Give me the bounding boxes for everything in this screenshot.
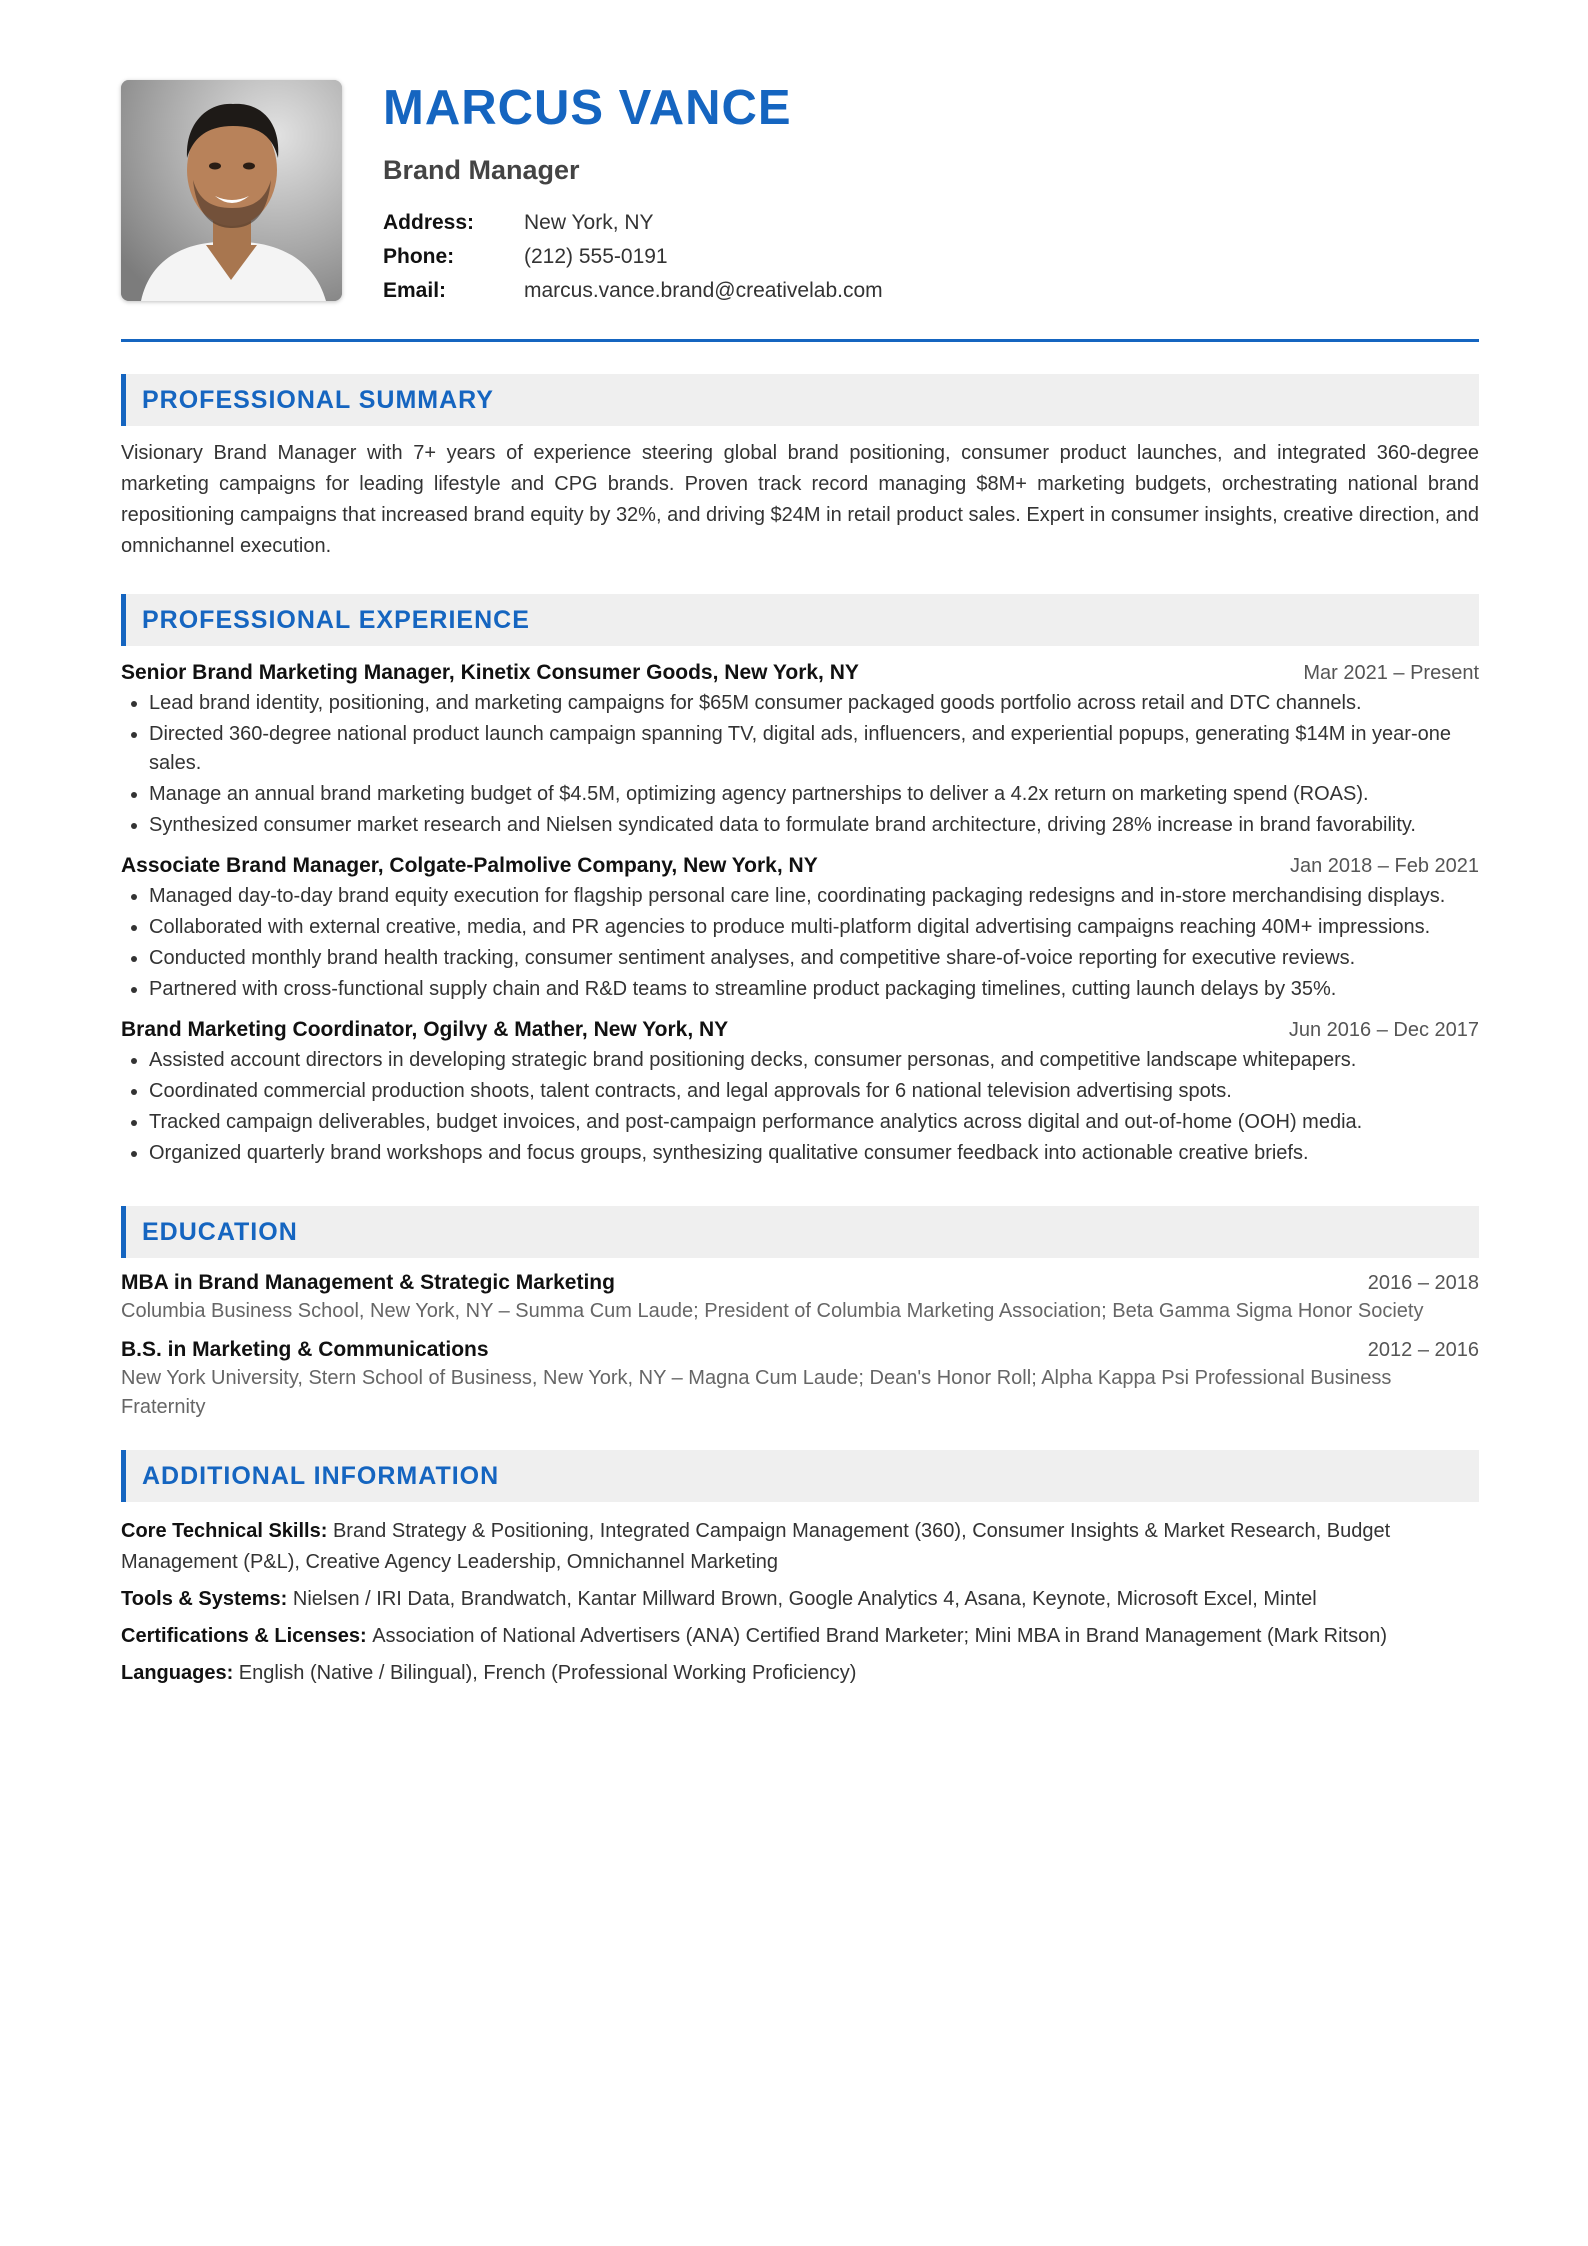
profile-photo-illustration xyxy=(121,80,342,301)
additional-row xyxy=(121,1621,1479,1652)
contact-phone xyxy=(383,240,883,274)
job-entry xyxy=(121,1018,1479,1168)
job-bullets xyxy=(121,1046,1479,1168)
job-dates: Jun 2016 – Dec 2017 xyxy=(1288,1019,1479,1042)
contact-value: marcus.vance.brand@creativelab.com xyxy=(524,279,883,303)
additional-row xyxy=(121,1584,1479,1615)
experience-section xyxy=(121,594,1479,1168)
section-heading xyxy=(121,374,1479,426)
contact-value: (212) 555-0191 xyxy=(524,245,668,269)
job-header xyxy=(121,661,1479,685)
resume-header xyxy=(121,80,1479,308)
additional-label: Languages: xyxy=(121,1662,239,1685)
job-bullet: Synthesized consumer market research and Nielsen syndicated data to formulate brand architecture, driving 28% increase in brand favorability. xyxy=(121,811,1479,840)
job-bullet: Partnered with cross-functional supply chain and R&D teams to streamline product packaging timelines, cutting launch delays by 35%. xyxy=(121,975,1479,1004)
education-section xyxy=(121,1206,1479,1422)
additional-section xyxy=(121,1450,1479,1689)
additional-value: Nielsen / IRI Data, Brandwatch, Kantar Millward Brown, Google Analytics 4, Asana, Keynote, Microsoft Excel, Mintel xyxy=(292,1588,1317,1611)
additional-label: Certifications & Licenses: xyxy=(121,1625,373,1648)
summary-section xyxy=(121,374,1479,562)
job-list xyxy=(121,661,1479,1168)
job-header xyxy=(121,854,1479,878)
education-dates: 2012 – 2016 xyxy=(1367,1339,1479,1362)
header-divider xyxy=(121,339,1479,342)
additional-label: Tools & Systems: xyxy=(121,1588,293,1611)
contact-label: Email: xyxy=(383,279,447,303)
additional-row xyxy=(121,1516,1479,1578)
education-detail: Columbia Business School, New York, NY – Summa Cum Laude; President of Columbia Marketing Association; Beta Gamma Sigma Honor Society xyxy=(121,1300,1424,1323)
education-header xyxy=(121,1271,1479,1295)
contact-value: New York, NY xyxy=(524,211,654,235)
job-bullet: Conducted monthly brand health tracking, consumer sentiment analyses, and competitive share-of-voice reporting for executive reviews. xyxy=(121,944,1479,973)
additional-value: Association of National Advertisers (ANA) Certified Brand Marketer; Mini MBA in Brand Management (Mark Ritson) xyxy=(372,1625,1388,1648)
section-title: PROFESSIONAL SUMMARY xyxy=(142,385,494,414)
section-heading xyxy=(121,1450,1479,1502)
contact-email xyxy=(383,274,883,308)
job-header xyxy=(121,1018,1479,1042)
job-entry xyxy=(121,854,1479,1004)
job-bullet: Coordinated commercial production shoots, talent contracts, and legal approvals for 6 national television advertising spots. xyxy=(121,1077,1479,1106)
job-bullet: Organized quarterly brand workshops and focus groups, synthesizing qualitative consumer feedback into actionable creative briefs. xyxy=(121,1139,1479,1168)
job-role: Brand Marketing Coordinator, Ogilvy & Mather, New York, NY xyxy=(121,1018,729,1042)
education-entry xyxy=(121,1271,1479,1326)
education-dates: 2016 – 2018 xyxy=(1367,1272,1479,1295)
contact-label: Address: xyxy=(383,211,475,235)
job-bullet: Tracked campaign deliverables, budget invoices, and post-campaign performance analytics across digital and out-of-home (OOH) media. xyxy=(121,1108,1479,1137)
job-bullets xyxy=(121,882,1479,1004)
job-role: Associate Brand Manager, Colgate-Palmolive Company, New York, NY xyxy=(121,854,818,878)
job-dates: Jan 2018 – Feb 2021 xyxy=(1289,855,1479,878)
profile-photo xyxy=(121,80,342,301)
job-bullet: Directed 360-degree national product launch campaign spanning TV, digital ads, influencers, and experiential popups, generating $14M in year-one sales. xyxy=(121,720,1479,778)
additional-value: Brand Strategy & Positioning, Integrated Campaign Management (360), Consumer Insights & Market Research, Budget Management (P&L), Creative Agency Leadership, Omnichannel Marketing xyxy=(121,1520,1391,1574)
additional-label: Core Technical Skills: xyxy=(121,1520,333,1543)
job-bullets xyxy=(121,689,1479,840)
section-heading xyxy=(121,1206,1479,1258)
education-degree: B.S. in Marketing & Communications xyxy=(121,1338,489,1362)
additional-row xyxy=(121,1658,1479,1689)
education-header xyxy=(121,1338,1479,1362)
contact-label: Phone: xyxy=(383,245,455,269)
job-dates: Mar 2021 – Present xyxy=(1303,662,1479,685)
education-entry xyxy=(121,1338,1479,1422)
job-bullet: Lead brand identity, positioning, and marketing campaigns for $65M consumer packaged goods portfolio across retail and DTC channels. xyxy=(121,689,1479,718)
section-title: EDUCATION xyxy=(142,1217,298,1246)
job-bullet: Manage an annual brand marketing budget of $4.5M, optimizing agency partnerships to deliver a 4.2x return on marketing spend (ROAS). xyxy=(121,780,1479,809)
candidate-title: Brand Manager xyxy=(383,154,580,185)
additional-list xyxy=(121,1516,1479,1689)
contact-address xyxy=(383,206,883,240)
additional-value: English (Native / Bilingual), French (Professional Working Proficiency) xyxy=(238,1662,857,1685)
section-title: ADDITIONAL INFORMATION xyxy=(142,1461,500,1490)
job-role: Senior Brand Marketing Manager, Kinetix Consumer Goods, New York, NY xyxy=(121,661,859,685)
education-degree: MBA in Brand Management & Strategic Marketing xyxy=(121,1271,615,1295)
header-info xyxy=(383,80,883,308)
section-title: PROFESSIONAL EXPERIENCE xyxy=(142,605,530,634)
education-detail: New York University, Stern School of Business, New York, NY – Magna Cum Laude; Dean's Honor Roll; Alpha Kappa Psi Professional Business Fraternity xyxy=(121,1367,1392,1419)
contact-list xyxy=(383,206,883,308)
section-heading xyxy=(121,594,1479,646)
job-bullet: Assisted account directors in developing strategic brand positioning decks, consumer personas, and competitive landscape whitepapers. xyxy=(121,1046,1479,1075)
job-bullet: Managed day-to-day brand equity execution for flagship personal care line, coordinating packaging redesigns and in-store merchandising displays. xyxy=(121,882,1479,911)
job-entry xyxy=(121,661,1479,840)
candidate-name: MARCUS VANCE xyxy=(383,81,792,135)
job-bullet: Collaborated with external creative, media, and PR agencies to produce multi-platform digital advertising campaigns reaching 40M+ impressions. xyxy=(121,913,1479,942)
summary-text: Visionary Brand Manager with 7+ years of experience steering global brand positioning, consumer product launches, and integrated 360-degree marketing campaigns for leading lifestyle and CPG brands. Proven track record managing $8M+ marketing budgets, orchestrating national brand repositioning campaigns that increased brand equity by 32%, and driving $24M in retail product sales. Expert in consumer insights, creative direction, and omnichannel execution. xyxy=(121,442,1479,558)
